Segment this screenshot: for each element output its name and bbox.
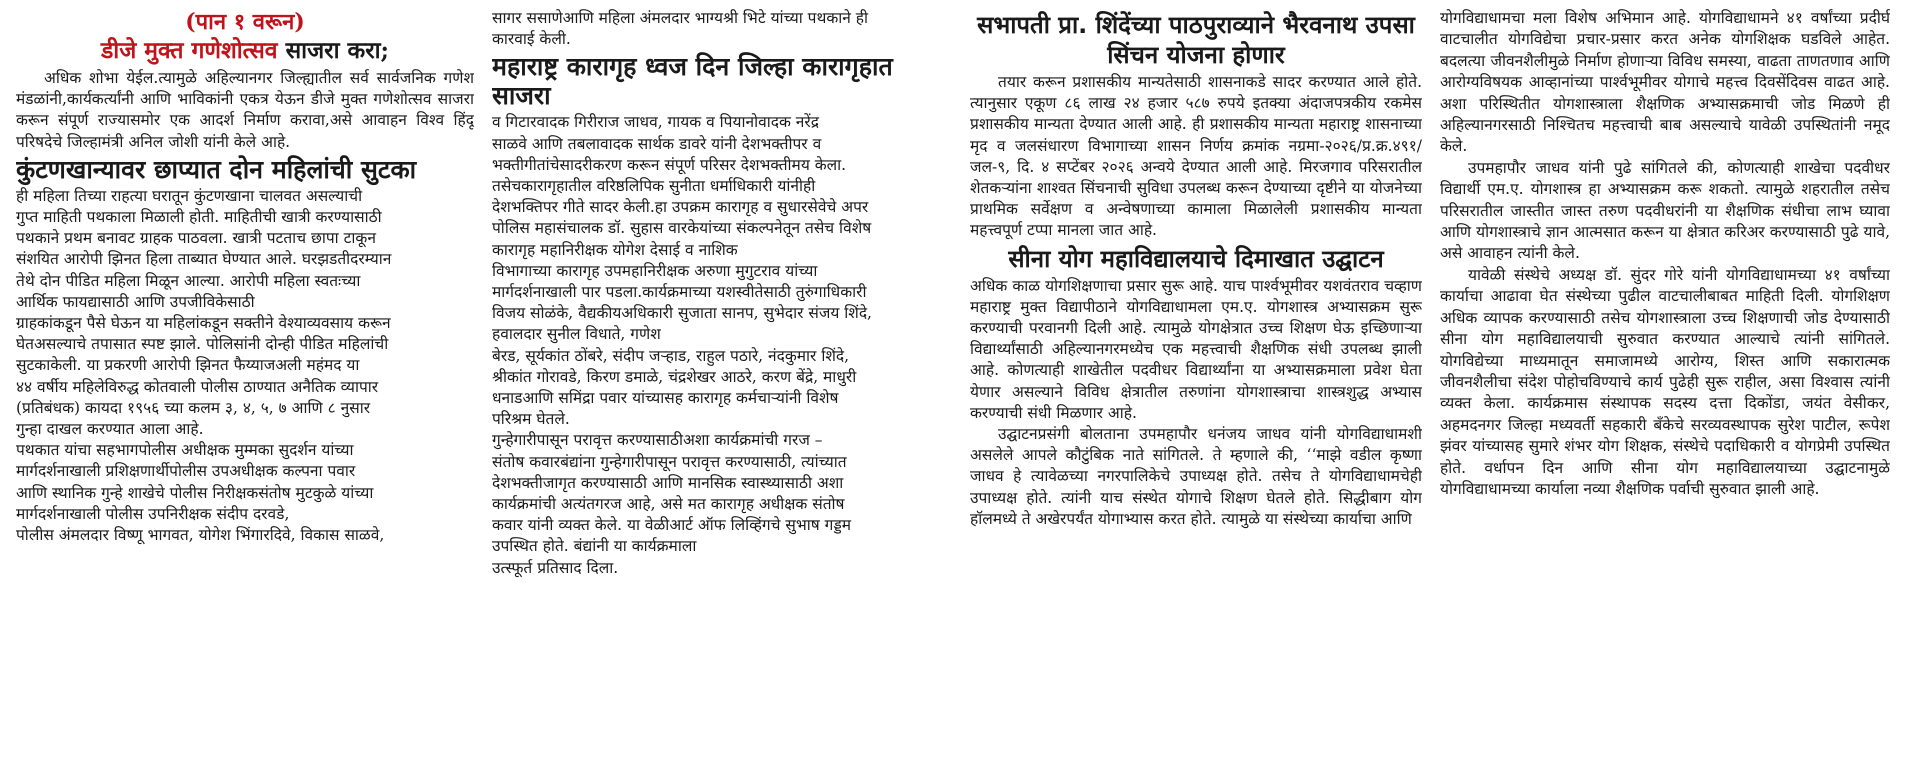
- article-line: गुन्हा दाखल करण्यात आला आहे.: [16, 420, 204, 439]
- article-paragraph: उपमहापौर जाधव यांनी पुढे सांगितले की, कोणत्याही शाखेचा पदवीधर विद्यार्थी एम.ए. योगशास्त्र हा अभ्यासक्रम करू शकतो. त्यामुळे शहरातील तसेच परिसरातील जास्तीत जास्त तरुण पदवीधरांनी या शैक्षणिक संधीचा लाभ घ्यावा आणि योगशास्त्राचे ज्ञान आत्मसात करून या क्षेत्रात करिअर करण्यासाठी पुढे यावे, असे आवाहन त्यांनी केले.: [1440, 158, 1890, 263]
- column-4: [1440, 8, 1890, 749]
- headline-brothel-raid: कुंटणखान्यावर छाप्यात दोन महिलांची सुटका: [16, 154, 417, 184]
- article-line: गुप्त माहिती पथकाला मिळाली होती. माहितीची खात्री करण्यासाठी: [16, 208, 382, 227]
- article-line: ४४ वर्षीय महिलेविरुद्ध कोतवाली पोलीस ठाण्यात अनैतिक व्यापार: [16, 377, 379, 396]
- article-line: (प्रतिबंधक) कायदा १९५६ च्या कलम ३, ४, ५, ७ आणि ८ नुसार: [16, 398, 371, 417]
- article-line: संशयित आरोपी झिनत हिला ताब्यात घेण्यात आले. घरझडतीदरम्यान: [16, 250, 392, 269]
- headline-prison-flag-day: महाराष्ट्र कारागृह ध्वज दिन जिल्हा कारागृहात साजरा: [492, 52, 893, 111]
- article-line: कवार यांनी व्यक्त केले. या वेळीआर्ट ऑफ लिव्हिंगचे सुभाष गड्डम: [492, 516, 852, 535]
- column-3: [970, 8, 1422, 749]
- headline-black-part: साजरा करा;: [277, 37, 390, 64]
- article-line: साळवे आणि तबलावादक सार्थक डावरे यांनी देशभक्तीपर व: [492, 134, 822, 153]
- headline-seena-yoga-college: सीना योग महाविद्यालयाचे दिमाखात उद्घाटन: [1008, 244, 1384, 273]
- article-line: पोलीस अंमलदार विष्णू भागवत, योगेश भिंगारदिवे, विकास साळवे,: [16, 526, 385, 545]
- article-line: आर्थिक फायद्यासाठी आणि उपजीविकेसाठी: [16, 292, 255, 311]
- article-paragraph: योगविद्याधामचा मला विशेष अभिमान आहे. योगविद्याधामने ४१ वर्षांच्या प्रदीर्घ वाटचालीत योगविद्येचा प्रचार-प्रसार करत अनेक योगशिक्षक घडविले आहेत. बदलत्या जीवनशैलीमुळे निर्माण होणाऱ्या विविध समस्या, वाढता ताणतणाव आणि आरोग्यविषयक आव्हानांच्या पार्श्वभूमीवर योगाचे महत्त्व दिवसेंदिवस वाढत आहे. अशा परिस्थितीत योगशास्त्राला शैक्षणिक अभ्यासक्रमाची जोड मिळणे ही अहिल्यानगरसाठी निश्चितच महत्त्वाची बाब असल्याचे यावेळी उपस्थितांनी नमूद केले.: [1440, 9, 1890, 156]
- article-line: पथकात यांचा सहभागपोलीस अधीक्षक मुम्मका सुदर्शन यांच्या: [16, 441, 354, 460]
- article-line: कारागृह महानिरीक्षक योगेश देसाई व नाशिक: [492, 240, 738, 259]
- article-line: उत्स्फूर्त प्रतिसाद दिला.: [492, 558, 619, 577]
- article-line: सागर ससाणेआणि महिला अंमलदार भाग्यश्री भिटे यांच्या पथकाने ही: [492, 9, 869, 27]
- article-line: विभागाच्या कारागृह उपमहानिरीक्षक अरुणा मुगुटराव यांच्या: [492, 261, 818, 280]
- headline-red-part: डीजे मुक्त गणेशोत्सव: [100, 37, 278, 64]
- article-line: ही महिला तिच्या राहत्या घरातून कुंटणखाना चालवत असल्याची: [16, 186, 363, 205]
- article-line: पथकाने प्रथम बनावट ग्राहक पाठवला. खात्री पटताच छापा टाकून: [16, 229, 376, 248]
- article-line: धनाडआणि समिंद्रा पवार यांच्यासह कारागृह कर्मचाऱ्यांनी विशेष: [492, 389, 839, 408]
- column-1: [16, 8, 474, 749]
- article-line: तेथे दोन पीडित महिला मिळून आल्या. आरोपी महिला स्वतःच्या: [16, 271, 361, 290]
- article-line: भक्तीगीतांचेसादरीकरण करून संपूर्ण परिसर देशभक्तीमय केला.: [492, 155, 847, 174]
- article-line: मार्गदर्शनाखाली प्रशिक्षणार्थीपोलीस उपअधीक्षक कल्पना पवार: [16, 462, 356, 481]
- article-body: [492, 112, 952, 578]
- article-line: गुन्हेगारीपासून परावृत्त करण्यासाठीअशा कार्यक्रमांची गरज –: [492, 431, 823, 450]
- article-line: हवालदार सुनील विधाते, गणेश: [492, 325, 661, 344]
- article-line: उपस्थित होते. बंद्यांनी या कार्यक्रमाला: [492, 537, 697, 556]
- article-line: विजय सोळंके, वैद्यकीयअधिकारी सुजाता सानप, सुभेदार संजय शिंदे,: [492, 304, 872, 323]
- article-line: देशभक्तीजागृत करण्यासाठी आणि मानसिक स्वास्थ्यासाठी अशा: [492, 473, 844, 492]
- article-paragraph: यावेळी संस्थेचे अध्यक्ष डॉ. सुंदर गोरे यांनी योगविद्याधामच्या ४१ वर्षांच्या कार्याचा आढावा घेत संस्थेच्या पुढील वाटचालीबाबत माहिती दिली. योगशिक्षण अधिक व्यापक करण्यासाठी तसेच योगशास्त्राला उच्च शिक्षणाची जोड देण्यासाठी सीना योग महाविद्यालयाची सुरुवात करण्यात आल्याचे त्यांनी सांगितले. योगविद्येच्या माध्यमातून समाजामध्ये आरोग्य, शिस्त आणि सकारात्मक जीवनशैलीचा संदेश पोहोचविण्याचे कार्य पुढेही सुरू राहील, असा विश्वास त्यांनी व्यक्त केला. कार्यक्रमास संस्थापक सदस्य दत्ता दिकोंडा, जयंत वेसीकर, अहमदनगर जिल्हा मध्यवर्ती सहकारी बँकेचे सरव्यवस्थापक सुरेश पाटील, रूपेश झंवर यांच्यासह सुमारे शंभर योग शिक्षक, संस्थेचे पदाधिकारी व योगप्रेमी उपस्थित होते. वर्धापन दिन आणि सीना योग महाविद्यालयाच्या उद्घाटनामुळे योगविद्याधामच्या कार्याला नव्या शैक्षणिक पर्वाची सुरुवात झाली आहे.: [1440, 265, 1890, 498]
- article-paragraph: अधिक शोभा येईल.त्यामुळे अहिल्यानगर जिल्ह्यातील सर्व सार्वजनिक गणेश मंडळांनी,कार्यकर्त्यांनी आणि भाविकांनी एकत्र येऊन डीजे मुक्त गणेशोत्सव साजरा करून संपूर्ण राज्यासमोर एक आदर्श निर्माण करावा,असे आवाहन विश्व हिंदू परिषदेचे जिल्हामंत्री अनिल जोशी यांनी केले आहे.: [16, 69, 474, 151]
- article-line: देशभक्तिपर गीते सादर केली.हा उपक्रम कारागृह व सुधारसेवेचे अपर: [492, 198, 869, 217]
- article-line: पोलिस महासंचालक डॉ. सुहास वारकेयांच्या संकल्पनेतून तसेच विशेष: [492, 219, 872, 238]
- article-line: कारवाई केली.: [492, 30, 571, 49]
- article-line: श्रीकांत गोरावडे, किरण डमाळे, चंद्रशेखर आठरे, करण बेंद्रे, माधुरी: [492, 367, 857, 386]
- article-paragraph: अधिक काळ योगशिक्षणाचा प्रसार सुरू आहे. याच पार्श्वभूमीवर यशवंतराव चव्हाण महाराष्ट्र मुक्त विद्यापीठाने योगविद्याधामला एम.ए. योगशास्त्र अभ्यासक्रम सुरू करण्याची परवानगी दिली आहे. त्यामुळे योगक्षेत्रात उच्च शिक्षण घेऊ इच्छिणाऱ्या विद्यार्थ्यांसाठी अहिल्यानगरमध्येच एक महत्त्वाची शैक्षणिक संधी उपलब्ध झाली आहे. कोणत्याही शाखेतील पदवीधर विद्यार्थ्यांना या अभ्यासक्रमाला प्रवेश घेता येणार असल्याने विविध क्षेत्रातील तरुणांना योगशास्त्राचा शास्त्रशुद्ध अभ्यास करण्याची संधी मिळणार आहे.: [970, 276, 1422, 422]
- headline-dj-free-ganeshotsav: [16, 36, 474, 66]
- article-line: परिश्रम घेतले.: [492, 410, 570, 429]
- article-line: मार्गदर्शनाखाली पोलीस उपनिरीक्षक संदीप दरवडे,: [16, 504, 290, 523]
- article-line: सुटकाकेली. या प्रकरणी आरोपी झिनत फैय्याजअली महंमद या: [16, 356, 360, 375]
- article-body: [16, 186, 474, 546]
- article-line: व गिटारवादक गिरीराज जाधव, गायक व पियानोवादक नरेंद्र: [492, 113, 819, 132]
- article-line: कार्यक्रमांची अत्यंतगरज आहे, असे मत कारागृह अधीक्षक संतोष: [492, 495, 845, 514]
- article-paragraph: तयार करून प्रशासकीय मान्यतेसाठी शासनाकडे सादर करण्यात आले होते. त्यानुसार एकूण ८६ लाख २४ हजार ५८७ रुपये इतक्या अंदाजपत्रकीय रकमेस प्रशासकीय मान्यता देण्यात आली आहे. ही प्रशासकीय मान्यता महाराष्ट्र शासनाच्या मृद व जलसंधारण विभागाच्या शासन निर्णय क्रमांक नग्रमा-२०२६/प्र.क्र.४९१/जल-९, दि. ४ सप्टेंबर २०२६ अन्वये देण्यात आली आहे. मिरजगाव परिसरातील शेतकऱ्यांना शाश्वत सिंचनाची सुविधा उपलब्ध करून देण्याच्या दृष्टीने या योजनेच्या प्राथमिक सर्वेक्षण व अन्वेषणाच्या कामाला मिळालेली प्रशासकीय मान्यता महत्त्वपूर्ण टप्पा मानला जात आहे.: [970, 73, 1422, 240]
- article-paragraph: उद्घाटनप्रसंगी बोलताना उपमहापौर धनंजय जाधव यांनी योगविद्याधामशी असलेले आपले कौटुंबिक नाते सांगितले. ते म्हणाले की, ‘‘माझे वडील कृष्णा जाधव हे त्यावेळच्या नगरपालिकेचे उपाध्यक्ष होते. तसेच ते योगविद्याधामचेही उपाध्यक्ष होते. त्यांनी याच संस्थेत योगाचे शिक्षण घेतले होते. सिद्धीबाग योग हॉलमध्ये ते अखेरपर्यंत योगाभ्यास करत होते. त्यामुळे या संस्थेच्या कार्याचा आणि: [970, 425, 1422, 528]
- article-line: बेरड, सूर्यकांत ठोंबरे, संदीप जऱ्हाड, राहुल पठारे, नंदकुमार शिंदे,: [492, 346, 850, 365]
- column-2: [492, 8, 952, 749]
- article-line: आणि स्थानिक गुन्हे शाखेचे पोलीस निरीक्षकसंतोष मुटकुळे यांच्या: [16, 483, 374, 502]
- article-line: तसेचकारागृहातील वरिष्ठलिपिक सुनीता धर्माधिकारी यांनीही: [492, 177, 816, 196]
- headline-bhairavnath-irrigation: सभापती प्रा. शिंदेंच्या पाठपुराव्याने भैरवनाथ उपसा सिंचन योजना होणार: [977, 11, 1415, 69]
- article-line: मार्गदर्शनाखाली पार पडला.कार्यक्रमाच्या यशस्वीतेसाठी तुरुंगाधिकारी: [492, 283, 867, 302]
- continued-from-page-1: (पान १ वरून): [185, 9, 305, 35]
- article-line: संतोष कवारबंद्यांना गुन्हेगारीपासून परावृत्त करण्यासाठी, त्यांच्यात: [492, 452, 847, 471]
- article-line: घेतअसल्याचे तपासात स्पष्ट झाले. पोलिसांनी दोन्ही पीडित महिलांची: [16, 335, 389, 354]
- article-line: ग्राहकांकडून पैसे घेऊन या महिलांकडून सक्तीने वेश्याव्यवसाय करून: [16, 314, 391, 333]
